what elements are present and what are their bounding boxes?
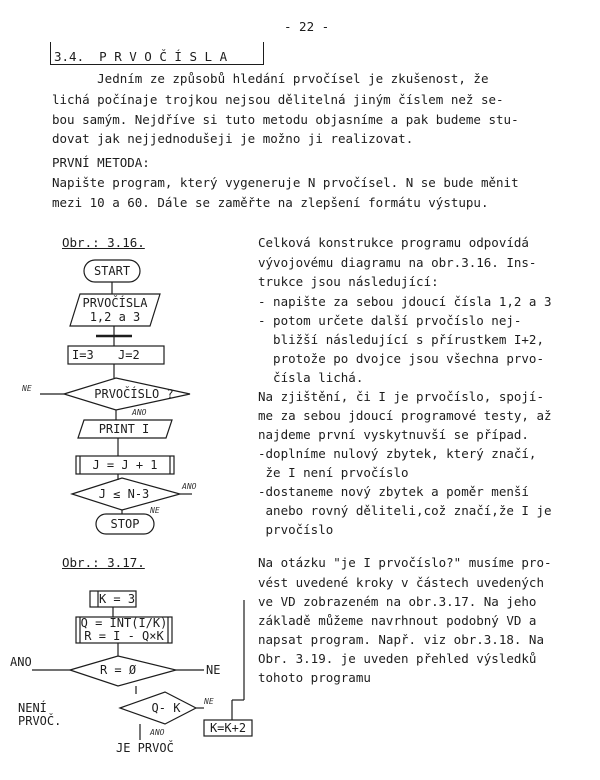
fig1-right-line-12: -doplníme nulový zbytek, který značí, [258,446,537,461]
fig1-right-line-9: Na zjištění, či I je prvočíslo, spojí- [258,389,544,404]
page-number: - 22 - [284,19,330,34]
fig1-right-line-16: prvočíslo [258,522,334,537]
fig1-right-line-11: najdeme první vyskytnuvší se případ. [258,427,529,442]
fig1-right-line-6: bližší následující s přírustkem I+2, [258,332,544,347]
note-ano: ANO [132,408,147,417]
r-label: R = I - Q×K [84,629,164,643]
ano-label: ANO [10,655,32,669]
fig1-right-line-7: protože po dvojce jsou všechna prvo- [258,351,544,366]
fig1-right-line-15: anebo rovný děliteli,což značí,že I je [258,503,552,518]
fig2-right-line-7: tohoto programu [258,670,371,685]
intro-line-3: bou samým. Nejdříve si tuto metodu objasníme a pak budeme stu- [52,112,519,127]
q-label: Q = INT(I/K) [80,616,168,630]
note2-ano: ANO [150,728,165,737]
fig2-right-line-3: ve VD zobrazeném na obr.3.17. Na jeho [258,594,537,609]
fig2-right-line-2: vést uvedené kroky v částech uvedených [258,575,544,590]
fig1-right-line-5: - potom určete další prvočíslo nej- [258,313,522,328]
fig1-right-line-4: - napište za sebou jdoucí čísla 1,2 a 3 [258,294,552,309]
primes-in-label-2: 1,2 a 3 [89,310,141,324]
method-title: PRVNÍ METODA: [52,155,150,170]
is-prime-label: PRVOČÍSLO ? [94,387,174,401]
method-line-1: Napište program, který vygeneruje N prvočísel. N se bude měnit [52,175,519,190]
section-heading: 3.4. P R V O Č Í S L A [54,49,228,64]
note-ne-left: NE [22,384,32,393]
fig1-caption: Obr.: 3.16. [62,235,145,250]
intro-line-1: Jedním ze způsobů hledání prvočísel je zkušenost, že [52,71,489,86]
je-label: JE PRVOČ [116,741,174,755]
intro-line-2: lichá počínaje trojkou nejsou dělitelná jiným číslem než se- [52,92,504,107]
init-j-label: J=2 [118,348,140,362]
kk-label: K=K+2 [209,721,247,735]
neni-label-2: PRVOČ. [18,714,62,728]
fig1-right-line-13: že I není prvočíslo [258,465,409,480]
fig2-right-line-1: Na otázku "je I prvočíslo?" musíme pro- [258,555,552,570]
cond-label: J ≤ N-3 [98,487,150,501]
fig1-right-line-2: vývojovému diagramu na obr.3.16. Ins- [258,255,537,270]
fig1-right-line-10: me za sebou jdoucí programové testy, až [258,408,552,423]
qk-label: Q- K [151,701,181,715]
r0-label: R = Ø [99,663,137,677]
inc-label: J = J + 1 [92,458,158,472]
stop-label: STOP [110,517,140,531]
fig1-right-line-3: trukce jsou následující: [258,274,439,289]
ne-label: NE [206,663,221,677]
fig1-right-line-1: Celková konstrukce programu odpovídá [258,235,529,250]
k3-label: K = 3 [98,592,136,606]
fig2-right-line-5: napsat program. Např. viz obr.3.18. Na [258,632,544,647]
note-ano-right: ANO [182,482,197,491]
primes-in-label-1: PRVOČÍSLA [82,296,148,310]
neni-label-1: NENÍ [18,701,47,715]
intro-line-4: dovat jak nejjednodušeji je možno ji realizovat. [52,131,414,146]
note2-ne: NE [204,697,214,706]
note-ne-bottom: NE [150,506,160,515]
fig1-right-line-8: čísla lichá. [258,370,364,385]
fig2-caption: Obr.: 3.17. [62,555,145,570]
fig1-right-line-14: -dostaneme nový zbytek a poměr menší [258,484,529,499]
init-i-label: I=3 [72,348,94,362]
method-line-2: mezi 10 a 60. Dále se zaměřte na zlepšení formátu výstupu. [52,195,489,210]
fig2-right-line-4: základě můžeme navrhnout podobný VD a [258,613,537,628]
fig2-right-line-6: Obr. 3.19. je uveden přehled výsledků [258,651,537,666]
print-label: PRINT I [98,422,150,436]
start-label: START [93,264,131,278]
